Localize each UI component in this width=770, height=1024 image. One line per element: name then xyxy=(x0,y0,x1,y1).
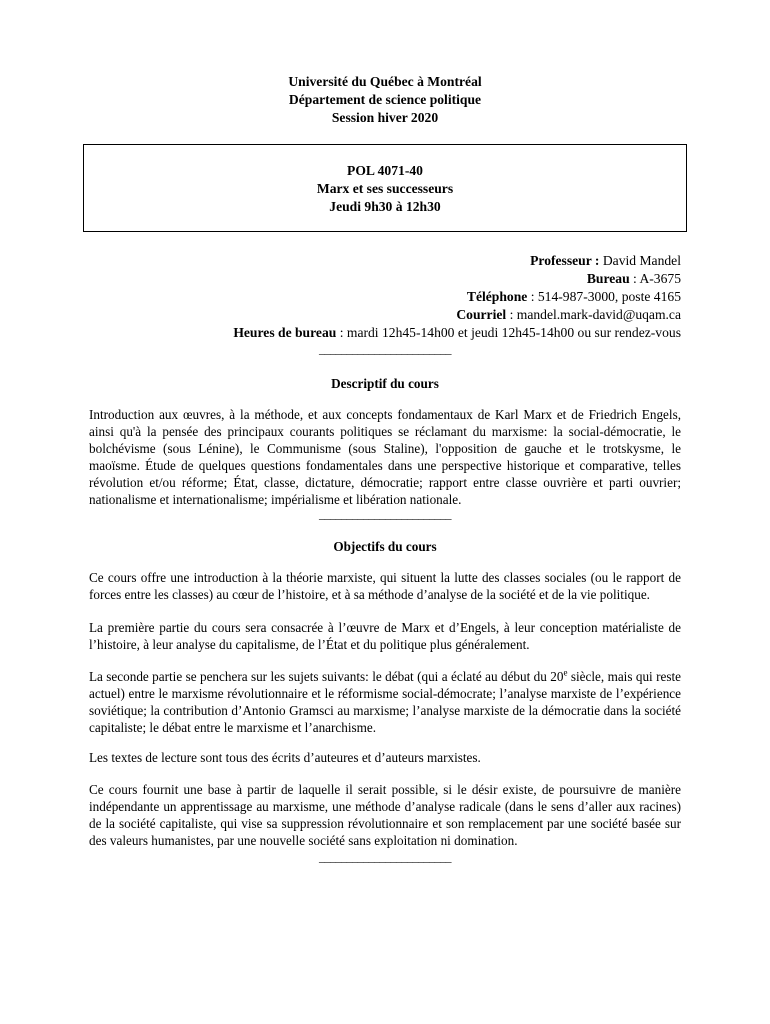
objectives-paragraph-1: Ce cours offre une introduction à la théorie marxiste, qui situent la lutte des classes sociales (ou le rapport de forces entre les classes) au cœur de l’histoire, et à sa méthode d’analyse de la société et de la vie politique. xyxy=(89,570,681,602)
p3-text-end: siècle, mais qui reste actuel) entre le marxisme révolutionnaire et le réformisme social-démocrate; l’analyse marxiste de l’expérience soviétique; la contribution d’Antonio Gramsci au marxisme; l’analyse marxiste de la démocratie dans la société capitaliste; le débat entre le marxisme et l’anarchisme. xyxy=(89,669,682,735)
objectives-paragraph-3 xyxy=(89,668,681,736)
p3-text-start: La seconde partie se penchera sur les sujets suivants: le débat (qui a éclaté au début du 20 xyxy=(89,669,564,684)
session-name: Session hiver 2020 xyxy=(331,110,439,125)
university-name: Université du Québec à Montréal xyxy=(288,74,482,89)
office-label: Bureau xyxy=(586,271,630,286)
document-header xyxy=(0,73,770,127)
department-name: Département de science politique xyxy=(288,92,482,107)
office-hours-label: Heures de bureau xyxy=(233,325,337,340)
phone-label: Téléphone xyxy=(466,289,528,304)
separator-rule: ________________________ xyxy=(319,850,451,864)
objectives-paragraph-2: La première partie du cours sera consacrée à l’œuvre de Marx et d’Engels, à leur conception matérialiste de l’histoire, à leur analyse du capitalisme, de l’État et du politique plus généralement. xyxy=(89,620,681,652)
objectives-paragraph-5: Ce cours fournit une base à partir de laquelle il serait possible, si le désir existe, de poursuivre de manière indépendante un apprentissage au marxisme, une méthode d’analyse radicale (dans le sens d’aller aux racines) de la société capitaliste, qui vise sa suppression révolutionnaire et son remplacement par une société basée sur des valeurs humanistes, par une nouvelle société sans exploitation ni domination. xyxy=(89,782,681,848)
course-info-box xyxy=(83,144,687,232)
office-hours-line xyxy=(233,324,681,342)
separator-rule: ________________________ xyxy=(319,507,451,521)
phone-value: : 514-987-3000, poste 4165 xyxy=(527,289,681,304)
objectives-paragraph-4: Les textes de lecture sont tous des écrits d’auteures et d’auteurs marxistes. xyxy=(89,750,481,765)
objectives-title: Objectifs du cours xyxy=(333,539,437,554)
contact-block xyxy=(233,252,681,342)
office-value: : A-3675 xyxy=(629,271,681,286)
professor-line xyxy=(233,252,681,270)
professor-label: Professeur : xyxy=(530,253,600,268)
professor-value: David Mandel xyxy=(599,253,681,268)
course-schedule: Jeudi 9h30 à 12h30 xyxy=(329,199,441,214)
office-line xyxy=(233,270,681,288)
email-label: Courriel xyxy=(456,307,507,322)
description-text: Introduction aux œuvres, à la méthode, et aux concepts fondamentaux de Karl Marx et de Friedrich Engels, ainsi qu'à la pensée des principaux courants politiques se réclamant du marxisme: la social-démocratie, le bolchévisme (sous Lénine), le Communisme (sous Staline), l'opposition de gauche et le trotskysme, le maoïsme. Étude de quelques questions fondamentales dans une perspective historique et comparative, telles révolution et/ou réforme; État, classe, dictature, démocratie; rapport entre classe ouvrière et parti ouvrier; nationalisme et internationalisme; impérialisme et libération nationale. xyxy=(89,407,681,507)
separator-rule: ________________________ xyxy=(319,342,451,356)
email-value: : mandel.mark-david@uqam.ca xyxy=(506,307,681,322)
p3-superscript: e xyxy=(563,667,568,678)
course-title: Marx et ses successeurs xyxy=(316,181,454,196)
description-title: Descriptif du cours xyxy=(331,376,439,391)
office-hours-value: : mardi 12h45-14h00 et jeudi 12h45-14h00 ou sur rendez-vous xyxy=(336,325,681,340)
email-line xyxy=(233,306,681,324)
phone-line xyxy=(233,288,681,306)
course-code: POL 4071-40 xyxy=(347,163,423,178)
